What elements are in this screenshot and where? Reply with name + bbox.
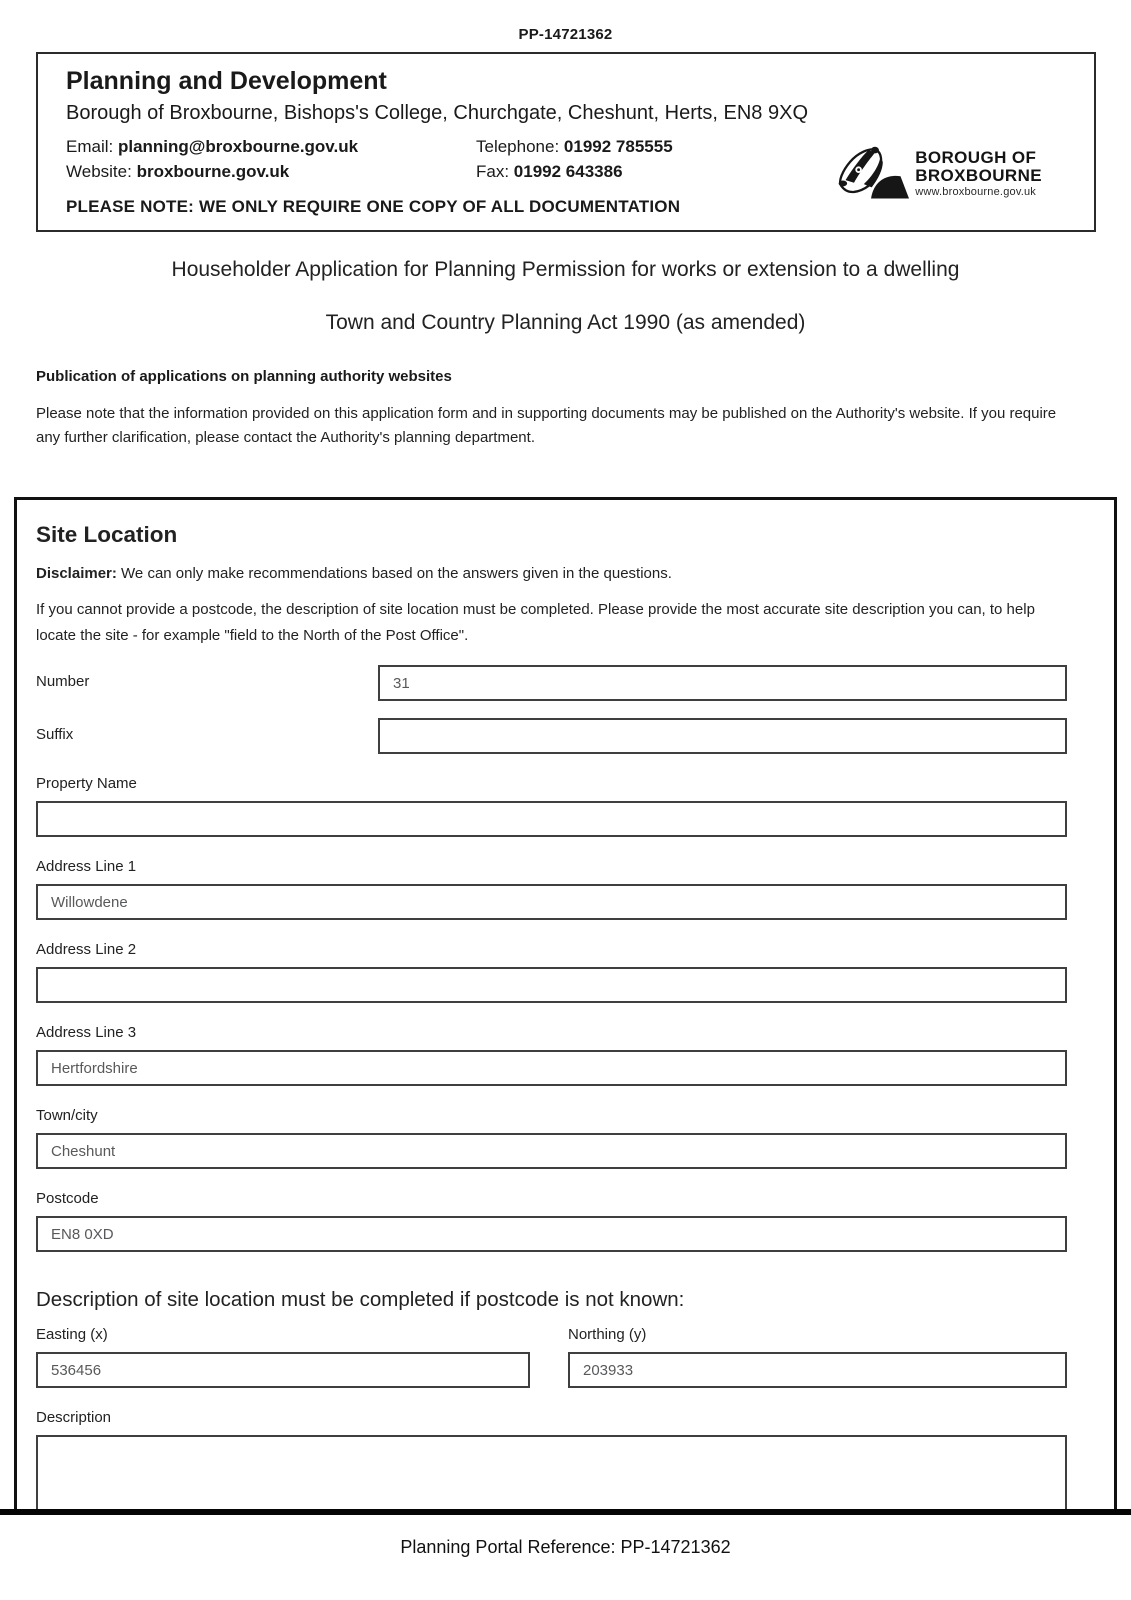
postcode-field	[36, 1190, 1067, 1252]
website-row	[66, 159, 476, 185]
description-requirement-heading: Description of site location must be completed if postcode is not known:	[36, 1288, 685, 1311]
email-label: Email:	[66, 136, 114, 156]
fax-row	[476, 159, 673, 185]
badger-icon	[837, 142, 909, 205]
address-line-3-label: Address Line 3	[36, 1024, 137, 1041]
northing-field	[568, 1326, 1067, 1388]
postcode-instructions: If you cannot provide a postcode, the description of site location must be completed. Please provide the most accurate site description you can, to help locate the site - for example "field to the North of the Post Office".	[36, 601, 1035, 644]
address-line-2-input[interactable]	[36, 967, 1067, 1003]
address-line-2-label: Address Line 2	[36, 941, 137, 958]
logo-url: www.broxbourne.gov.uk	[915, 185, 1036, 198]
website-value: broxbourne.gov.uk	[136, 162, 290, 181]
address-line-3-field	[36, 1024, 1067, 1086]
coordinates-row	[36, 1326, 1067, 1388]
email-value: planning@broxbourne.gov.uk	[117, 136, 359, 156]
portal-reference-top: PP-14721362	[518, 26, 613, 43]
form-subtitle: Town and Country Planning Act 1990 (as amended)	[325, 310, 806, 334]
telephone-value: 01992 785555	[563, 136, 673, 156]
logo-line-2: BROXBOURNE	[915, 165, 1042, 185]
easting-field	[36, 1326, 530, 1388]
authority-header	[36, 52, 1096, 232]
easting-label: Easting (x)	[36, 1326, 108, 1343]
department-title: Planning and Development	[66, 67, 387, 95]
number-field-row	[36, 665, 1067, 701]
suffix-field-row	[36, 718, 1067, 754]
publication-heading: Publication of applications on planning authority websites	[36, 367, 452, 385]
number-label: Number	[36, 673, 90, 690]
number-input[interactable]	[378, 665, 1067, 701]
fax-label: Fax:	[476, 162, 510, 181]
easting-input[interactable]	[36, 1352, 530, 1388]
fax-value: 01992 643386	[513, 162, 623, 181]
address-line-1-input[interactable]	[36, 884, 1067, 920]
description-field	[36, 1409, 1067, 1509]
postcode-input[interactable]	[36, 1216, 1067, 1252]
address-line-2-field	[36, 941, 1067, 1003]
town-city-field	[36, 1107, 1067, 1169]
address-line-1-field	[36, 858, 1067, 920]
town-city-input[interactable]	[36, 1133, 1067, 1169]
description-textarea[interactable]	[36, 1435, 1067, 1509]
site-location-section	[14, 497, 1117, 1509]
email-row	[66, 134, 476, 160]
description-label: Description	[36, 1409, 112, 1426]
property-name-input[interactable]	[36, 801, 1067, 837]
logo-text	[915, 149, 1042, 198]
logo-line-1: BOROUGH OF	[915, 147, 1037, 167]
telephone-label: Telephone:	[476, 136, 560, 156]
property-name-label: Property Name	[36, 775, 137, 792]
publication-text: Please note that the information provided on this application form and in supporting documents may be published on the Authority's website. If you require any further clarification, please contact the Authority's planning department.	[36, 404, 1057, 447]
telephone-row	[476, 134, 673, 160]
page-break-bar	[0, 1509, 1131, 1515]
town-city-label: Town/city	[36, 1107, 98, 1124]
northing-input[interactable]	[568, 1352, 1067, 1388]
address-line-3-input[interactable]	[36, 1050, 1067, 1086]
form-title: Householder Application for Planning Permission for works or extension to a dwelling	[171, 257, 960, 281]
borough-logo	[837, 142, 1042, 205]
website-label: Website:	[66, 162, 132, 181]
northing-label: Northing (y)	[568, 1326, 647, 1343]
postcode-label: Postcode	[36, 1190, 99, 1207]
portal-reference-footer: Planning Portal Reference: PP-14721362	[400, 1537, 731, 1557]
suffix-input[interactable]	[378, 718, 1067, 754]
address-line-1-label: Address Line 1	[36, 858, 137, 875]
site-location-heading: Site Location	[36, 522, 178, 547]
suffix-label: Suffix	[36, 726, 74, 743]
property-name-field	[36, 775, 1067, 837]
authority-address: Borough of Broxbourne, Bishops's College, Churchgate, Cheshunt, Herts, EN8 9XQ	[66, 101, 809, 124]
disclaimer-text: Disclaimer: We can only make recommendations based on the answers given in the questions.	[36, 565, 672, 582]
one-copy-note: PLEASE NOTE: WE ONLY REQUIRE ONE COPY OF ALL DOCUMENTATION	[66, 196, 681, 216]
disclaimer-label: Disclaimer:	[36, 565, 117, 582]
